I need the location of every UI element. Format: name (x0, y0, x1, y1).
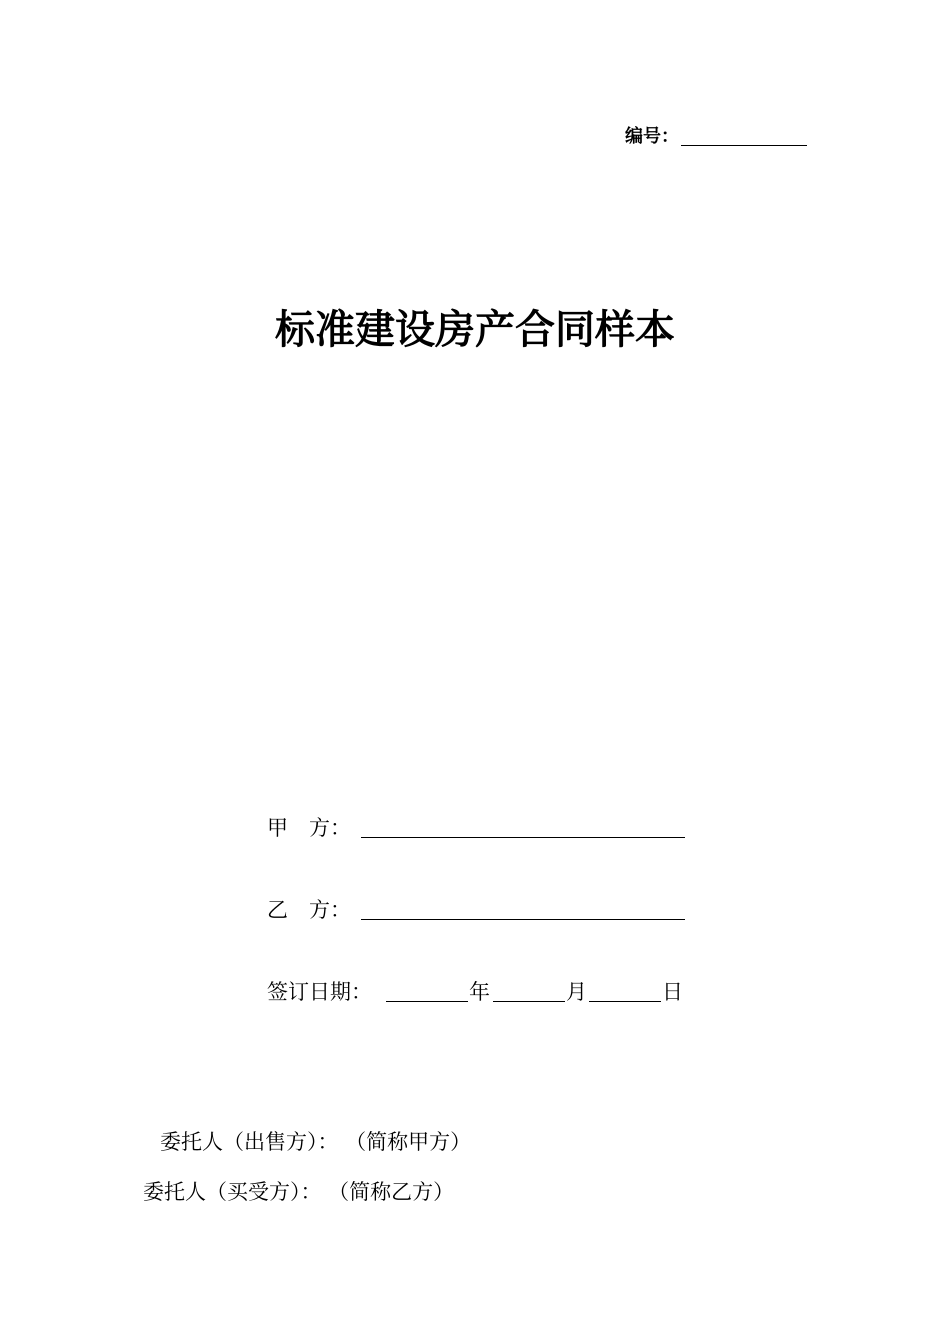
document-title: 标准建设房产合同样本 (275, 306, 675, 353)
party-a-blank[interactable] (361, 837, 685, 838)
contract-number-label: 编号： (625, 126, 679, 147)
sign-month-blank[interactable] (493, 1001, 565, 1002)
sign-day-unit: 日 (662, 980, 683, 1004)
contract-number-blank[interactable] (681, 145, 807, 146)
sign-day-blank[interactable] (589, 1001, 661, 1002)
sign-date-label: 签订日期： (267, 980, 372, 1004)
sign-year-blank[interactable] (386, 1001, 468, 1002)
sign-year-unit: 年 (469, 980, 490, 1004)
seller-client-line: 委托人（出售方）： （简称甲方） (160, 1130, 472, 1154)
party-b-label: 乙 方： (267, 898, 351, 922)
party-a-label: 甲 方： (267, 816, 351, 840)
party-b-blank[interactable] (361, 919, 685, 920)
buyer-client-line: 委托人（买受方）： （简称乙方） (143, 1180, 455, 1204)
sign-month-unit: 月 (566, 980, 587, 1004)
